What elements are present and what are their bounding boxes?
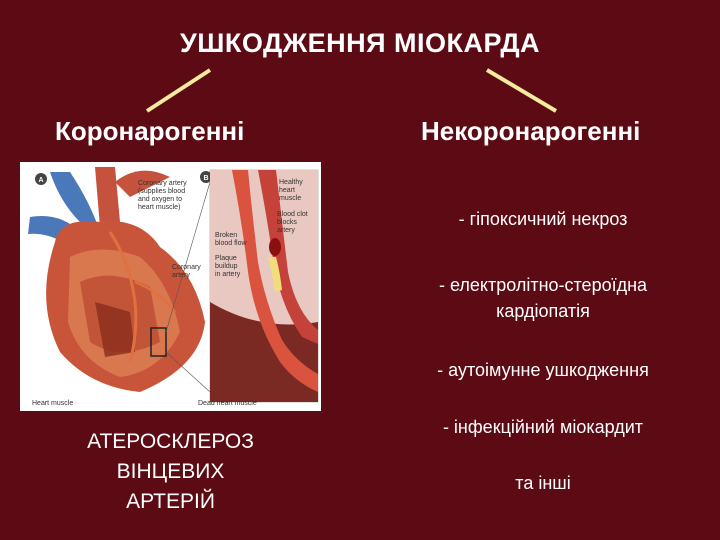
left-cause — [20, 427, 321, 517]
healthy-heart-muscle-label: Healthy — [279, 179, 303, 186]
list-item: - аутоімунне ушкодження — [437, 360, 649, 380]
blood-clot-shape — [269, 238, 281, 256]
svg-text:(supplies blood: (supplies blood — [138, 188, 186, 195]
right-connector-line — [487, 70, 556, 111]
coronary-artery-label: Coronary artery — [138, 180, 187, 187]
slide-title: УШКОДЖЕННЯ МІОКАРДА — [179, 28, 541, 58]
cause-line-1: АТЕРОСКЛЕРОЗ — [87, 430, 254, 453]
list-item: та інші — [515, 473, 571, 493]
heart-figure-svg — [20, 162, 321, 411]
svg-text:in artery: in artery — [215, 271, 241, 278]
panel-b-label: B — [203, 175, 209, 182]
list-item: - електролітно-стероїдна — [438, 275, 648, 295]
svg-text:artery: artery — [277, 227, 295, 234]
list-item: - інфекційний міокардит — [442, 417, 644, 437]
left-heading: Коронарогенні — [55, 116, 245, 146]
plaque-label: Plaque — [215, 255, 237, 262]
cause-line-3: АРТЕРІЙ — [126, 490, 215, 513]
svg-text:artery: artery — [172, 272, 190, 279]
coronary-artery-2-label: Coronary — [172, 264, 201, 271]
list-item: кардіопатія — [496, 301, 590, 321]
svg-text:heart: heart — [279, 187, 295, 194]
blood-clot-label: Blood clot — [277, 211, 308, 218]
cause-line-2: ВІНЦЕВИХ — [116, 460, 225, 483]
svg-text:and oxygen to: and oxygen to — [138, 196, 182, 203]
right-heading: Некоронарогенні — [421, 116, 641, 146]
svg-text:heart muscle): heart muscle) — [138, 204, 181, 211]
heart-muscle-label: Heart muscle — [32, 400, 74, 407]
panel-a-label: A — [38, 177, 44, 184]
svg-text:blood flow: blood flow — [215, 240, 247, 247]
left-connector-line — [147, 70, 210, 111]
dead-heart-muscle-label: Dead heart muscle — [198, 400, 257, 407]
list-item: - гіпоксичний некроз — [458, 209, 628, 229]
svg-text:muscle: muscle — [279, 195, 302, 202]
svg-text:blocks: blocks — [277, 219, 297, 226]
svg-text:buildup: buildup — [215, 263, 238, 270]
heart-illustration — [20, 162, 321, 411]
broken-blood-flow-label: Broken — [215, 232, 238, 239]
